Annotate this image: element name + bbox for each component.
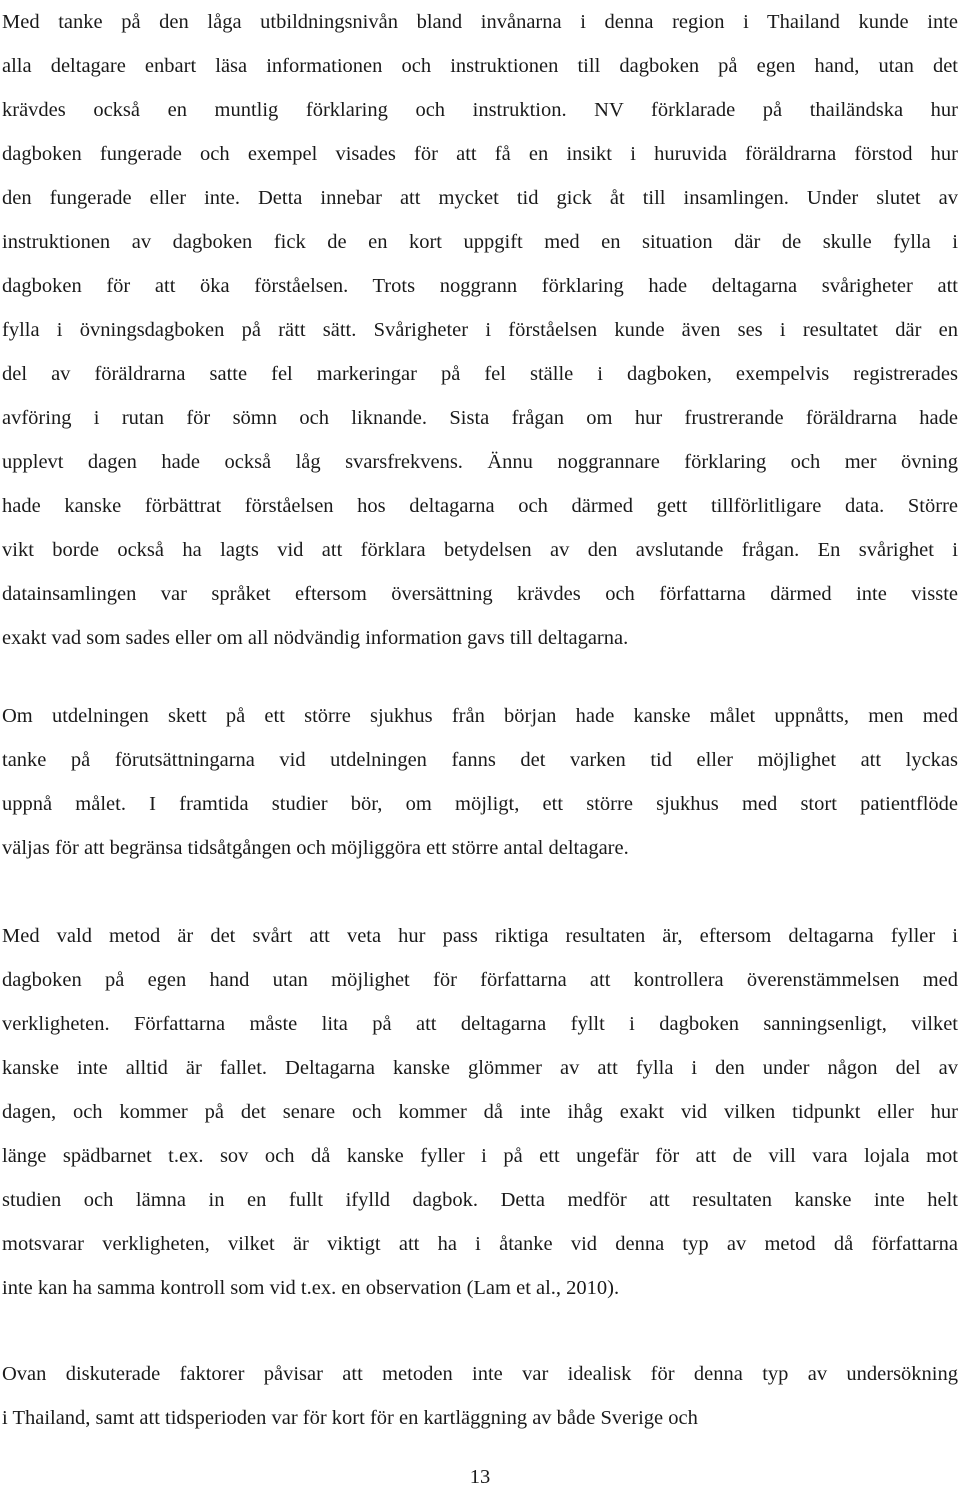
text-line: del av föräldrarna satte fel markeringar på fel ställe i dagboken, exempelvis registrerades	[2, 363, 958, 385]
text-line: avföring i rutan för sömn och liknande. Sista frågan om hur frustrerande föräldrarna hade	[2, 407, 958, 429]
text-line: motsvarar verkligheten, vilket är viktigt att ha i åtanke vid denna typ av metod då författarna	[2, 1233, 958, 1255]
text-line: dagboken på egen hand utan möjlighet för författarna att kontrollera överenstämmelsen med	[2, 969, 958, 991]
text-line: studien och lämna in en fullt ifylld dagbok. Detta medför att resultaten kanske inte helt	[2, 1189, 958, 1211]
text-line: länge spädbarnet t.ex. sov och då kanske fyller i på ett ungefär för att de vill vara lojala mot	[2, 1145, 958, 1167]
text-line: verkligheten. Författarna måste lita på att deltagarna fyllt i dagboken sanningsenligt, vilket	[2, 1013, 958, 1035]
text-line: dagen, och kommer på det senare och kommer då inte ihåg exakt vid vilken tidpunkt eller hur	[2, 1101, 958, 1123]
text-line: tanke på förutsättningarna vid utdelningen fanns det varken tid eller möjlighet att lyckas	[2, 749, 958, 771]
text-line: dagboken fungerade och exempel visades för att få en insikt i huruvida föräldrarna förstod hur	[2, 143, 958, 165]
paragraph-4	[2, 1352, 958, 1440]
text-line: uppnå målet. I framtida studier bör, om möjligt, ett större sjukhus med stort patientflöde	[2, 793, 958, 815]
text-line: kanske inte alltid är fallet. Deltagarna kanske glömmer av att fylla i den under någon del av	[2, 1057, 958, 1079]
text-line: datainsamlingen var språket eftersom översättning krävdes och författarna därmed inte visste	[2, 583, 958, 605]
paragraph-1	[2, 0, 958, 660]
text-line: den fungerade eller inte. Detta innebar att mycket tid gick åt till insamlingen. Under slutet av	[2, 187, 958, 209]
page-number: 13	[469, 1466, 491, 1488]
text-line: Med tanke på den låga utbildningsnivån bland invånarna i denna region i Thailand kunde inte	[2, 11, 958, 33]
text-line: krävdes också en muntlig förklaring och instruktion. NV förklarade på thailändska hur	[2, 99, 958, 121]
text-line: instruktionen av dagboken fick de en kort uppgift med en situation där de skulle fylla i	[2, 231, 958, 253]
text-line: exakt vad som sades eller om all nödvändig information gavs till deltagarna.	[2, 627, 629, 649]
text-line: alla deltagare enbart läsa informationen och instruktionen till dagboken på egen hand, utan det	[2, 55, 958, 77]
text-line: upplevt dagen hade också låg svarsfrekvens. Ännu noggrannare förklaring och mer övning	[2, 451, 958, 473]
paragraph-3	[2, 914, 958, 1310]
paragraph-2	[2, 694, 958, 870]
text-line: i Thailand, samt att tidsperioden var för kort för en kartläggning av både Sverige och	[2, 1407, 698, 1429]
text-line: Med vald metod är det svårt att veta hur pass riktiga resultaten är, eftersom deltagarna fyller i	[2, 925, 958, 947]
text-line: dagboken för att öka förståelsen. Trots noggrann förklaring hade deltagarna svårigheter att	[2, 275, 958, 297]
text-line: Om utdelningen skett på ett större sjukhus från början hade kanske målet uppnåtts, men med	[2, 705, 958, 727]
text-line: Ovan diskuterade faktorer påvisar att metoden inte var idealisk för denna typ av undersökning	[2, 1363, 958, 1385]
text-line: fylla i övningsdagboken på rätt sätt. Svårigheter i förståelsen kunde även ses i resultatet där en	[2, 319, 958, 341]
text-line: inte kan ha samma kontroll som vid t.ex. en observation (Lam et al., 2010).	[2, 1277, 620, 1299]
text-line: väljas för att begränsa tidsåtgången och möjliggöra ett större antal deltagare.	[2, 837, 629, 859]
text-line: vikt borde också ha lagts vid att förklara betydelsen av den avslutande frågan. En svårighet i	[2, 539, 958, 561]
text-line: hade kanske förbättrat förståelsen hos deltagarna och därmed gett tillförlitligare data. Större	[2, 495, 958, 517]
